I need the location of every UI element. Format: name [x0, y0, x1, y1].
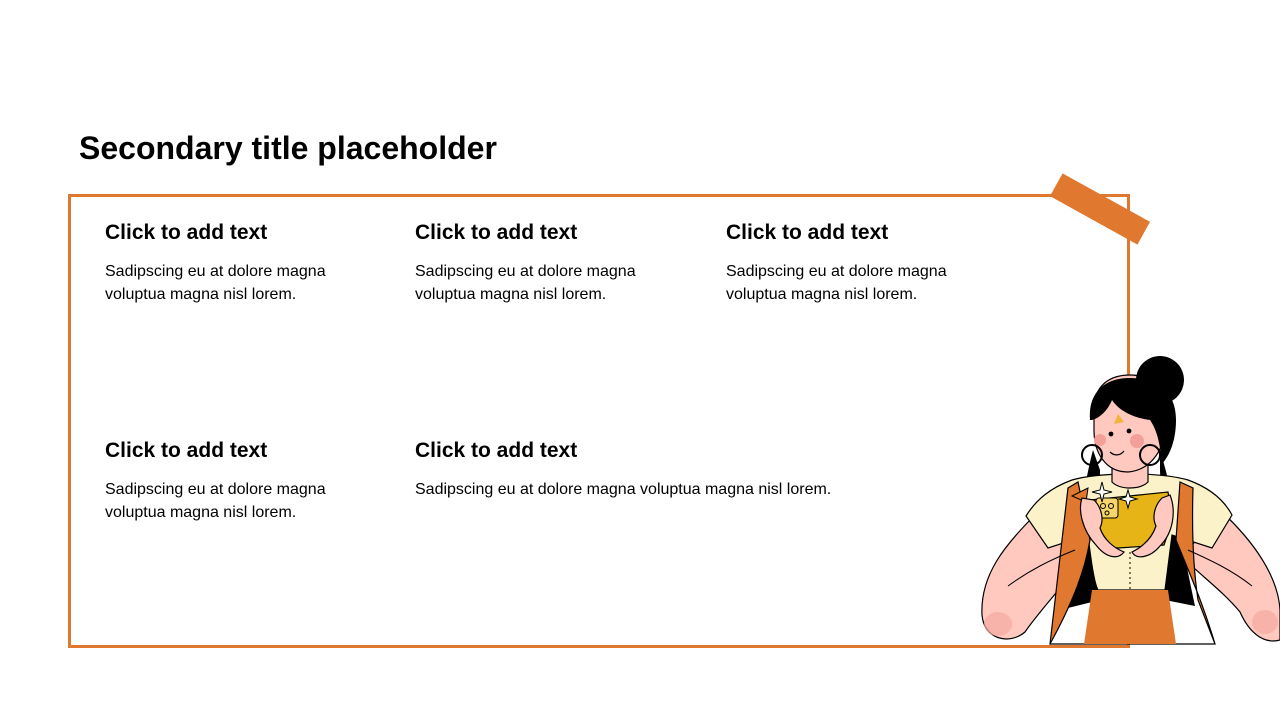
- text-block-3[interactable]: [726, 220, 976, 306]
- text-block-4[interactable]: [105, 438, 355, 524]
- slide-title[interactable]: Secondary title placeholder: [79, 130, 497, 166]
- text-block-1[interactable]: [105, 220, 355, 306]
- block-heading[interactable]: Click to add text: [105, 221, 268, 244]
- block-body[interactable]: Sadipscing eu at dolore magna voluptua magna nisl lorem.: [726, 263, 947, 303]
- block-body[interactable]: Sadipscing eu at dolore magna voluptua magna nisl lorem.: [105, 481, 326, 521]
- block-body[interactable]: Sadipscing eu at dolore magna voluptua magna nisl lorem.: [105, 263, 326, 303]
- text-block-2[interactable]: [415, 220, 665, 306]
- block-body[interactable]: Sadipscing eu at dolore magna voluptua magna nisl lorem.: [415, 263, 636, 303]
- block-heading[interactable]: Click to add text: [415, 439, 578, 462]
- text-block-5[interactable]: [415, 438, 935, 501]
- woman-holding-phone-illustration: [975, 352, 1280, 645]
- block-heading[interactable]: Click to add text: [415, 221, 578, 244]
- block-body[interactable]: Sadipscing eu at dolore magna voluptua magna nisl lorem.: [415, 481, 832, 498]
- block-heading[interactable]: Click to add text: [105, 439, 268, 462]
- block-heading[interactable]: Click to add text: [726, 221, 889, 244]
